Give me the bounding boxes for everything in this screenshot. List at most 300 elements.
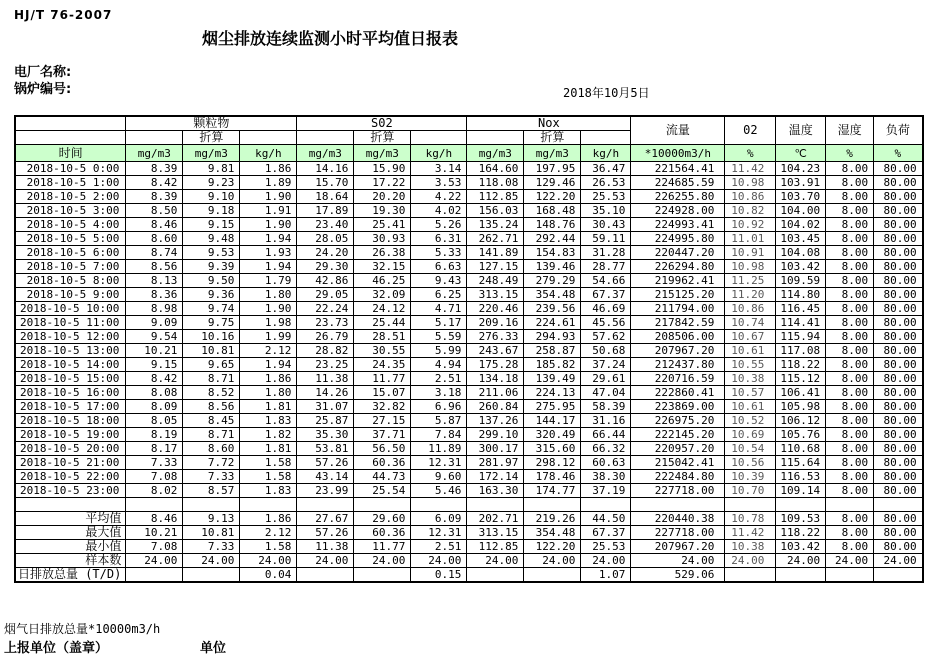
value-cell: 8.00 <box>826 540 874 554</box>
value-cell: 9.36 <box>183 288 240 302</box>
value-cell: 24.00 <box>826 554 874 568</box>
value-cell: 1.94 <box>240 358 297 372</box>
value-cell: 80.00 <box>874 442 923 456</box>
time-cell: 2018-10-5 9:00 <box>15 288 126 302</box>
value-cell: 207967.20 <box>631 344 725 358</box>
value-cell: 298.12 <box>524 456 581 470</box>
value-cell: 10.56 <box>725 456 776 470</box>
value-cell: 313.15 <box>467 288 524 302</box>
time-cell: 2018-10-5 5:00 <box>15 232 126 246</box>
time-cell: 2018-10-5 15:00 <box>15 372 126 386</box>
value-cell: 9.43 <box>411 274 467 288</box>
value-cell: 224995.80 <box>631 232 725 246</box>
value-cell: 8.00 <box>826 400 874 414</box>
time-cell: 2018-10-5 4:00 <box>15 218 126 232</box>
value-cell: 23.40 <box>297 218 354 232</box>
table-row <box>15 204 923 218</box>
value-cell: 8.00 <box>826 316 874 330</box>
value-cell: 156.03 <box>467 204 524 218</box>
value-cell: 11.42 <box>725 162 776 176</box>
value-cell: 222145.20 <box>631 428 725 442</box>
value-cell: 258.87 <box>524 344 581 358</box>
value-cell: 7.33 <box>183 470 240 484</box>
value-cell: 10.86 <box>725 190 776 204</box>
table-row <box>15 316 923 330</box>
summary-row <box>15 568 923 583</box>
value-cell: 103.42 <box>776 260 826 274</box>
value-cell: 227718.00 <box>631 484 725 498</box>
value-cell: 8.00 <box>826 330 874 344</box>
table-row <box>15 162 923 176</box>
header-empty-cell <box>581 131 631 145</box>
value-cell: 31.28 <box>581 246 631 260</box>
value-cell: 300.17 <box>467 442 524 456</box>
empty-cell <box>411 498 467 512</box>
empty-cell <box>631 498 725 512</box>
value-cell: 57.26 <box>297 456 354 470</box>
value-cell: 114.41 <box>776 316 826 330</box>
time-cell: 2018-10-5 8:00 <box>15 274 126 288</box>
value-cell: 103.91 <box>776 176 826 190</box>
table-row <box>15 288 923 302</box>
value-cell: 10.78 <box>725 512 776 526</box>
value-cell: 207967.20 <box>631 540 725 554</box>
value-cell: 43.14 <box>297 470 354 484</box>
summary-label-cell: 日排放总量 (T/D) <box>15 568 126 583</box>
value-cell: 2.51 <box>411 372 467 386</box>
value-cell: 212437.80 <box>631 358 725 372</box>
value-cell: 8.00 <box>826 204 874 218</box>
report-date: 2018年10月5日 <box>563 86 650 100</box>
value-cell: 220.46 <box>467 302 524 316</box>
value-cell: 15.70 <box>297 176 354 190</box>
value-cell: 27.67 <box>297 512 354 526</box>
value-cell: 104.23 <box>776 162 826 176</box>
value-cell: 8.00 <box>826 176 874 190</box>
value-cell: 223869.00 <box>631 400 725 414</box>
value-cell: 215042.41 <box>631 456 725 470</box>
value-cell: 80.00 <box>874 190 923 204</box>
value-cell: 10.38 <box>725 372 776 386</box>
value-cell: 529.06 <box>631 568 725 583</box>
value-cell: 299.10 <box>467 428 524 442</box>
value-cell: 24.00 <box>776 554 826 568</box>
value-cell: 137.26 <box>467 414 524 428</box>
value-cell: 1.90 <box>240 190 297 204</box>
value-cell: 44.73 <box>354 470 411 484</box>
value-cell: 8.19 <box>126 428 183 442</box>
empty-cell <box>874 498 923 512</box>
value-cell: 8.00 <box>826 470 874 484</box>
value-cell: 1.58 <box>240 456 297 470</box>
value-cell: 80.00 <box>874 162 923 176</box>
value-cell: 15.07 <box>354 386 411 400</box>
value-cell: 7.33 <box>183 540 240 554</box>
value-cell: 103.70 <box>776 190 826 204</box>
header-converted-pm: 折算 <box>183 131 240 145</box>
value-cell: 6.96 <box>411 400 467 414</box>
value-cell: 224685.59 <box>631 176 725 190</box>
value-cell: 1.86 <box>240 372 297 386</box>
value-cell: 9.48 <box>183 232 240 246</box>
time-cell: 2018-10-5 7:00 <box>15 260 126 274</box>
value-cell: 10.57 <box>725 386 776 400</box>
value-cell: 10.81 <box>183 344 240 358</box>
table-body <box>15 162 923 583</box>
table-row <box>15 442 923 456</box>
value-cell: 112.85 <box>467 190 524 204</box>
value-cell <box>826 568 874 583</box>
value-cell: 118.22 <box>776 358 826 372</box>
value-cell: 6.25 <box>411 288 467 302</box>
value-cell: 25.41 <box>354 218 411 232</box>
value-cell: 8.56 <box>126 260 183 274</box>
value-cell: 12.31 <box>411 456 467 470</box>
value-cell: 104.08 <box>776 246 826 260</box>
time-cell: 2018-10-5 3:00 <box>15 204 126 218</box>
value-cell: 24.00 <box>874 554 923 568</box>
value-cell: 8.00 <box>826 372 874 386</box>
value-cell: 57.62 <box>581 330 631 344</box>
header-empty-cell <box>411 131 467 145</box>
value-cell: 116.45 <box>776 302 826 316</box>
value-cell: 354.48 <box>524 526 581 540</box>
value-cell: 25.53 <box>581 190 631 204</box>
value-cell: 110.68 <box>776 442 826 456</box>
value-cell: 9.39 <box>183 260 240 274</box>
value-cell: 8.52 <box>183 386 240 400</box>
value-cell: 24.00 <box>354 554 411 568</box>
value-cell: 17.89 <box>297 204 354 218</box>
value-cell: 8.00 <box>826 274 874 288</box>
value-cell: 1.81 <box>240 400 297 414</box>
time-cell: 2018-10-5 22:00 <box>15 470 126 484</box>
value-cell: 46.25 <box>354 274 411 288</box>
value-cell: 8.00 <box>826 358 874 372</box>
unit-cell: % <box>826 145 874 162</box>
value-cell: 23.99 <box>297 484 354 498</box>
empty-cell <box>776 498 826 512</box>
value-cell: 80.00 <box>874 232 923 246</box>
value-cell: 30.55 <box>354 344 411 358</box>
page-title: 烟尘排放连续监测小时平均值日报表 <box>201 29 458 48</box>
table-row <box>15 232 923 246</box>
value-cell <box>467 568 524 583</box>
value-cell: 50.68 <box>581 344 631 358</box>
summary-row <box>15 554 923 568</box>
value-cell: 10.91 <box>725 246 776 260</box>
value-cell: 10.39 <box>725 470 776 484</box>
value-cell: 9.50 <box>183 274 240 288</box>
value-cell: 163.30 <box>467 484 524 498</box>
monitoring-table <box>14 115 924 583</box>
value-cell: 8.46 <box>126 512 183 526</box>
value-cell: 8.00 <box>826 526 874 540</box>
value-cell: 47.04 <box>581 386 631 400</box>
table-row <box>15 386 923 400</box>
value-cell: 30.43 <box>581 218 631 232</box>
value-cell: 11.77 <box>354 540 411 554</box>
value-cell: 154.83 <box>524 246 581 260</box>
value-cell: 292.44 <box>524 232 581 246</box>
value-cell: 80.00 <box>874 484 923 498</box>
value-cell <box>183 568 240 583</box>
header-converted-so2: 折算 <box>354 131 411 145</box>
flue-gas-total-footnote: 烟气日排放总量*10000m3/h <box>4 622 161 636</box>
value-cell: 29.05 <box>297 288 354 302</box>
time-cell: 2018-10-5 0:00 <box>15 162 126 176</box>
value-cell: 11.77 <box>354 372 411 386</box>
value-cell: 59.11 <box>581 232 631 246</box>
value-cell: 211794.00 <box>631 302 725 316</box>
value-cell: 9.15 <box>183 218 240 232</box>
value-cell: 1.99 <box>240 330 297 344</box>
value-cell: 8.09 <box>126 400 183 414</box>
value-cell: 37.24 <box>581 358 631 372</box>
value-cell: 80.00 <box>874 540 923 554</box>
value-cell <box>354 568 411 583</box>
value-cell: 8.00 <box>826 442 874 456</box>
value-cell <box>725 568 776 583</box>
header-temperature: 温度 <box>776 116 826 145</box>
value-cell: 10.74 <box>725 316 776 330</box>
value-cell: 1.86 <box>240 512 297 526</box>
value-cell: 8.00 <box>826 190 874 204</box>
value-cell: 10.54 <box>725 442 776 456</box>
value-cell: 12.31 <box>411 526 467 540</box>
value-cell: 29.60 <box>354 512 411 526</box>
value-cell: 1.93 <box>240 246 297 260</box>
value-cell: 24.00 <box>524 554 581 568</box>
value-cell: 112.85 <box>467 540 524 554</box>
value-cell: 37.19 <box>581 484 631 498</box>
value-cell: 25.87 <box>297 414 354 428</box>
value-cell: 10.21 <box>126 526 183 540</box>
table-row <box>15 246 923 260</box>
reporting-unit-label: 上报单位（盖章） <box>4 641 109 656</box>
value-cell: 58.39 <box>581 400 631 414</box>
header-group-particulate: 颗粒物 <box>126 116 297 131</box>
value-cell: 24.00 <box>725 554 776 568</box>
value-cell: 105.98 <box>776 400 826 414</box>
value-cell: 8.08 <box>126 386 183 400</box>
value-cell: 25.44 <box>354 316 411 330</box>
value-cell: 6.31 <box>411 232 467 246</box>
value-cell: 8.00 <box>826 260 874 274</box>
value-cell: 8.42 <box>126 176 183 190</box>
empty-cell <box>297 498 354 512</box>
value-cell: 30.93 <box>354 232 411 246</box>
value-cell: 219962.41 <box>631 274 725 288</box>
value-cell: 260.84 <box>467 400 524 414</box>
value-cell: 262.71 <box>467 232 524 246</box>
value-cell: 115.64 <box>776 456 826 470</box>
value-cell <box>297 568 354 583</box>
value-cell: 109.14 <box>776 484 826 498</box>
value-cell: 10.21 <box>126 344 183 358</box>
value-cell: 67.37 <box>581 288 631 302</box>
time-cell: 2018-10-5 14:00 <box>15 358 126 372</box>
value-cell: 80.00 <box>874 344 923 358</box>
table-row <box>15 218 923 232</box>
value-cell: 168.48 <box>524 204 581 218</box>
value-cell: 10.98 <box>725 260 776 274</box>
value-cell: 38.30 <box>581 470 631 484</box>
header-converted-nox: 折算 <box>524 131 581 145</box>
value-cell: 8.00 <box>826 456 874 470</box>
value-cell: 8.00 <box>826 288 874 302</box>
value-cell: 10.67 <box>725 330 776 344</box>
value-cell: 3.14 <box>411 162 467 176</box>
value-cell: 220957.20 <box>631 442 725 456</box>
value-cell <box>524 568 581 583</box>
value-cell: 117.08 <box>776 344 826 358</box>
value-cell: 66.32 <box>581 442 631 456</box>
value-cell: 8.00 <box>826 428 874 442</box>
value-cell: 7.08 <box>126 470 183 484</box>
value-cell: 15.90 <box>354 162 411 176</box>
value-cell: 80.00 <box>874 204 923 218</box>
value-cell: 122.20 <box>524 540 581 554</box>
value-cell: 80.00 <box>874 246 923 260</box>
table-row <box>15 176 923 190</box>
value-cell: 109.59 <box>776 274 826 288</box>
value-cell: 1.86 <box>240 162 297 176</box>
unit-cell: mg/m3 <box>297 145 354 162</box>
value-cell: 129.46 <box>524 176 581 190</box>
value-cell: 243.67 <box>467 344 524 358</box>
value-cell: 141.89 <box>467 246 524 260</box>
value-cell: 37.71 <box>354 428 411 442</box>
value-cell: 80.00 <box>874 316 923 330</box>
empty-cell <box>15 498 126 512</box>
value-cell: 5.46 <box>411 484 467 498</box>
value-cell: 24.00 <box>297 554 354 568</box>
value-cell: 8.00 <box>826 386 874 400</box>
value-cell: 67.37 <box>581 526 631 540</box>
empty-cell <box>240 498 297 512</box>
value-cell: 10.52 <box>725 414 776 428</box>
value-cell: 80.00 <box>874 526 923 540</box>
value-cell: 28.82 <box>297 344 354 358</box>
value-cell: 20.20 <box>354 190 411 204</box>
value-cell: 80.00 <box>874 176 923 190</box>
unit-cell: % <box>874 145 923 162</box>
unit-cell: kg/h <box>581 145 631 162</box>
value-cell: 9.13 <box>183 512 240 526</box>
value-cell: 80.00 <box>874 400 923 414</box>
value-cell: 178.46 <box>524 470 581 484</box>
value-cell: 8.98 <box>126 302 183 316</box>
value-cell: 80.00 <box>874 470 923 484</box>
value-cell: 19.30 <box>354 204 411 218</box>
table-row <box>15 358 923 372</box>
time-cell: 2018-10-5 17:00 <box>15 400 126 414</box>
value-cell: 66.44 <box>581 428 631 442</box>
table-row <box>15 414 923 428</box>
value-cell: 42.86 <box>297 274 354 288</box>
value-cell: 80.00 <box>874 358 923 372</box>
value-cell: 2.12 <box>240 526 297 540</box>
value-cell: 139.46 <box>524 260 581 274</box>
value-cell: 10.86 <box>725 302 776 316</box>
value-cell: 222484.80 <box>631 470 725 484</box>
value-cell: 9.10 <box>183 190 240 204</box>
value-cell: 276.33 <box>467 330 524 344</box>
value-cell: 7.84 <box>411 428 467 442</box>
empty-cell <box>581 498 631 512</box>
value-cell: 1.80 <box>240 288 297 302</box>
value-cell: 279.29 <box>524 274 581 288</box>
empty-cell <box>126 498 183 512</box>
value-cell: 1.79 <box>240 274 297 288</box>
time-cell: 2018-10-5 13:00 <box>15 344 126 358</box>
value-cell: 80.00 <box>874 372 923 386</box>
value-cell: 8.42 <box>126 372 183 386</box>
value-cell: 5.59 <box>411 330 467 344</box>
table-row <box>15 260 923 274</box>
summary-row <box>15 512 923 526</box>
time-cell: 2018-10-5 6:00 <box>15 246 126 260</box>
value-cell: 164.60 <box>467 162 524 176</box>
value-cell: 135.24 <box>467 218 524 232</box>
value-cell: 80.00 <box>874 288 923 302</box>
value-cell: 104.00 <box>776 204 826 218</box>
unit-cell: mg/m3 <box>183 145 240 162</box>
unit-cell: mg/m3 <box>524 145 581 162</box>
value-cell: 281.97 <box>467 456 524 470</box>
value-cell: 32.82 <box>354 400 411 414</box>
header-empty-cell <box>467 131 524 145</box>
value-cell: 8.00 <box>826 302 874 316</box>
value-cell: 11.42 <box>725 526 776 540</box>
value-cell: 139.49 <box>524 372 581 386</box>
header-empty-cell <box>126 131 183 145</box>
value-cell: 10.61 <box>725 400 776 414</box>
value-cell: 115.94 <box>776 330 826 344</box>
value-cell: 23.73 <box>297 316 354 330</box>
value-cell: 7.72 <box>183 456 240 470</box>
value-cell: 8.36 <box>126 288 183 302</box>
value-cell: 80.00 <box>874 330 923 344</box>
boiler-number-label: 锅炉编号: <box>14 82 72 97</box>
value-cell: 9.74 <box>183 302 240 316</box>
summary-row <box>15 540 923 554</box>
value-cell: 8.71 <box>183 428 240 442</box>
value-cell: 10.82 <box>725 204 776 218</box>
value-cell: 1.81 <box>240 442 297 456</box>
value-cell: 10.70 <box>725 484 776 498</box>
value-cell: 8.46 <box>126 218 183 232</box>
unit-cell: kg/h <box>411 145 467 162</box>
unit-cell: kg/h <box>240 145 297 162</box>
value-cell: 224.13 <box>524 386 581 400</box>
value-cell: 36.47 <box>581 162 631 176</box>
value-cell: 80.00 <box>874 428 923 442</box>
value-cell: 8.00 <box>826 512 874 526</box>
blank-row <box>15 498 923 512</box>
value-cell: 45.56 <box>581 316 631 330</box>
value-cell: 14.16 <box>297 162 354 176</box>
value-cell: 1.98 <box>240 316 297 330</box>
value-cell: 24.35 <box>354 358 411 372</box>
value-cell: 8.50 <box>126 204 183 218</box>
table-row <box>15 428 923 442</box>
value-cell: 8.00 <box>826 246 874 260</box>
value-cell: 115.12 <box>776 372 826 386</box>
value-cell: 8.57 <box>183 484 240 498</box>
value-cell: 109.53 <box>776 512 826 526</box>
